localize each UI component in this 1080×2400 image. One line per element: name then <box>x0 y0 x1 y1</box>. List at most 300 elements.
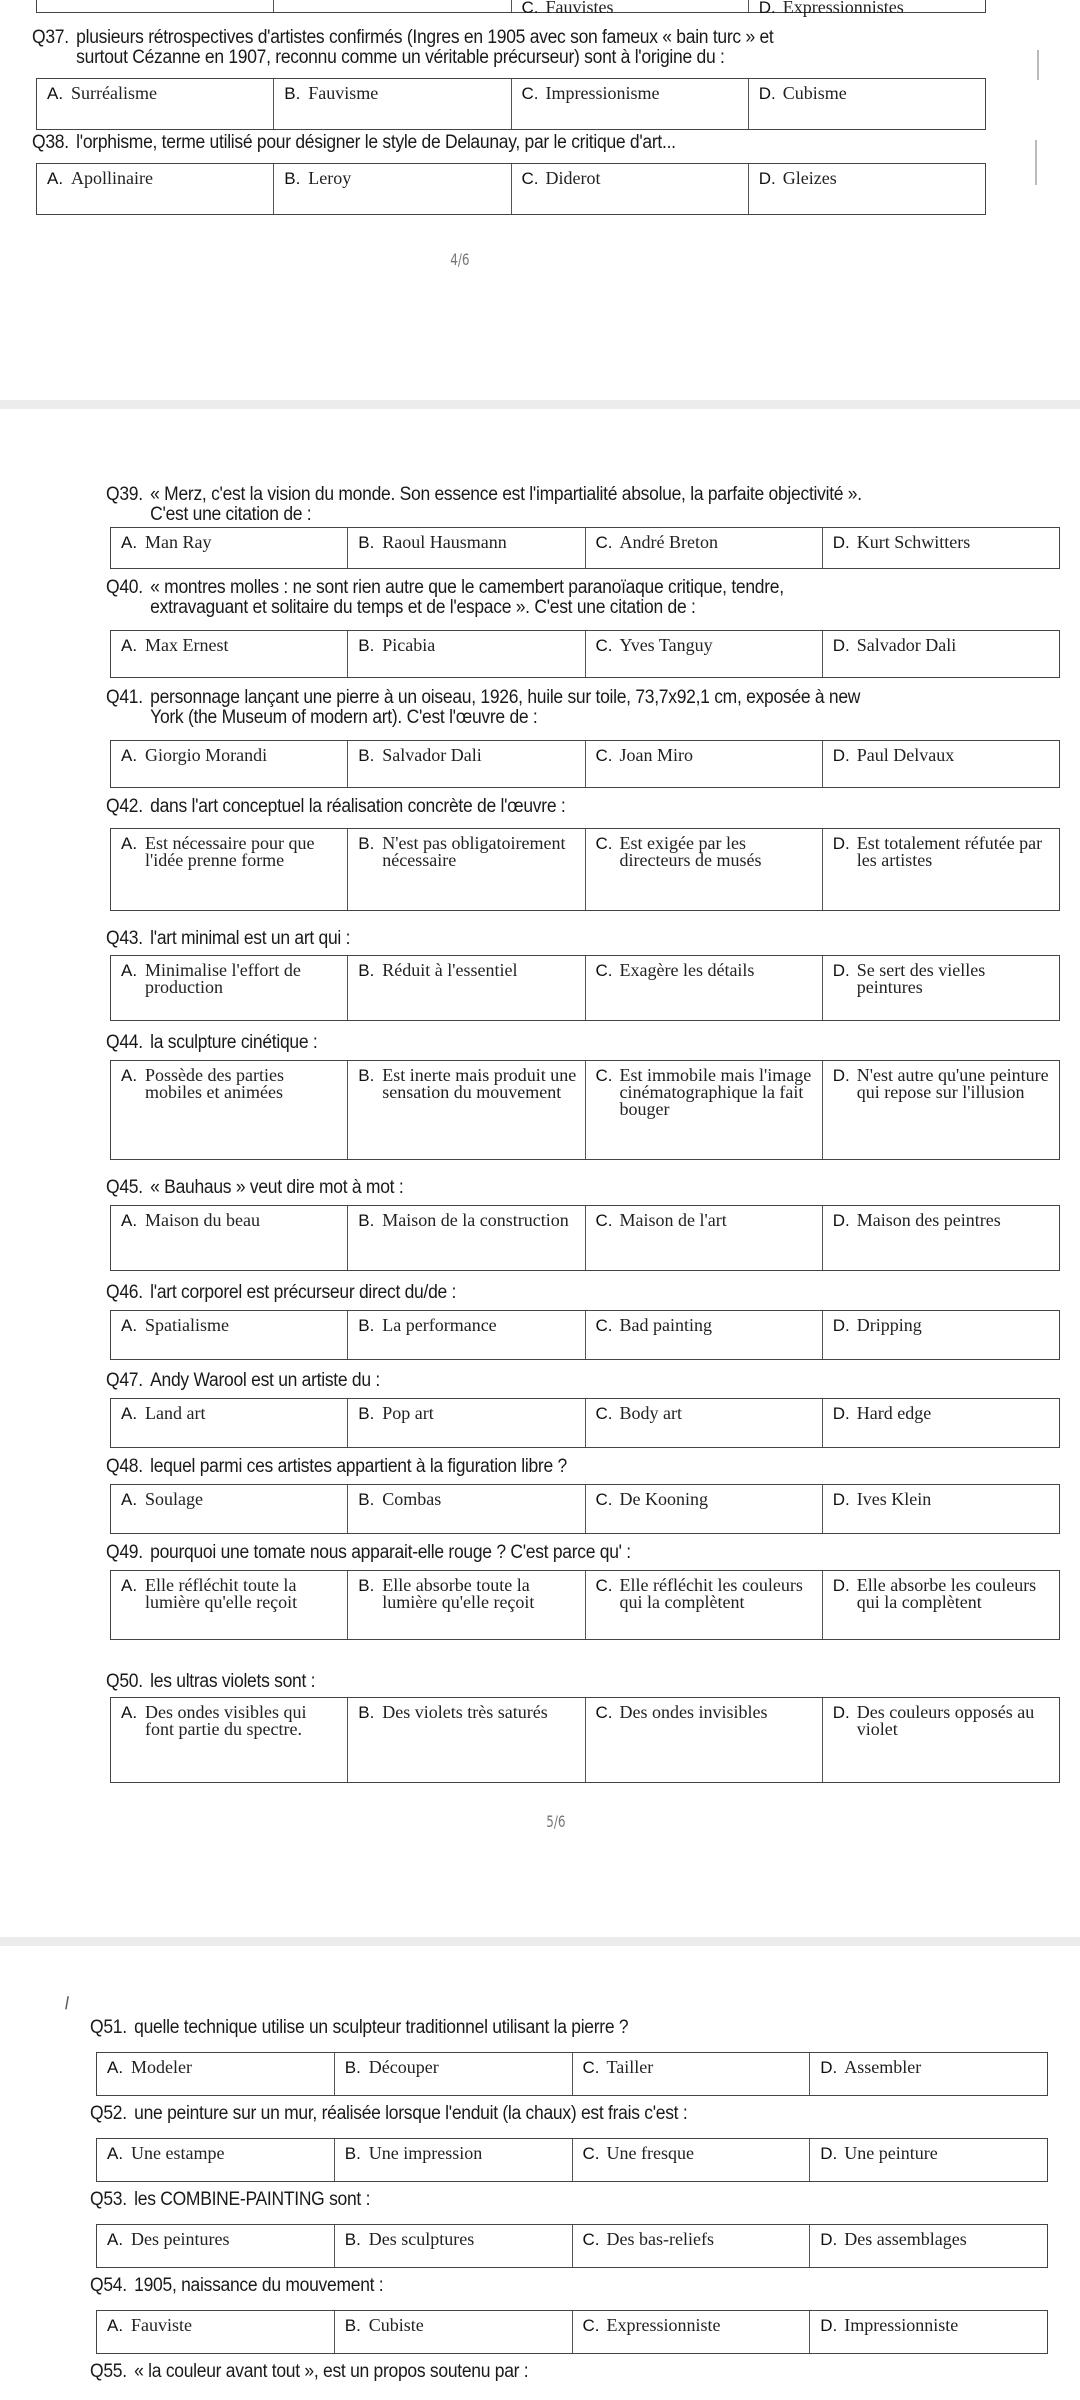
option-c[interactable] <box>585 829 822 910</box>
question-text <box>106 688 860 728</box>
option-c[interactable] <box>585 1485 822 1533</box>
options-row <box>96 2138 1048 2182</box>
option-text: Est totalement réfutée par les artistes <box>856 833 1043 870</box>
option-text: Des ondes visibles qui font partie du spectre. <box>145 1702 307 1739</box>
option-letter: C. <box>595 1404 613 1423</box>
option-text: N'est pas obligatoirement nécessaire <box>382 833 566 870</box>
option-text: Leroy <box>308 168 352 188</box>
option-letter: D. <box>832 533 850 552</box>
option-b[interactable] <box>347 1206 584 1270</box>
option-letter: A. <box>107 2144 124 2163</box>
option-text: Elle réfléchit les couleurs qui la complètent <box>619 1575 803 1612</box>
question-line-1: personnage lançant une pierre à un oiseau, 1926, huile sur toile, 73,7x92,1 cm, exposée à new <box>150 687 861 708</box>
option-text: Pop art <box>382 1403 434 1423</box>
option-b[interactable] <box>334 2053 572 2095</box>
option-text: Salvador Dali <box>856 635 957 655</box>
option-text: Des ondes invisibles <box>619 1702 768 1722</box>
option-d[interactable] <box>822 1206 1059 1270</box>
option-letter: C. <box>582 2230 600 2249</box>
option-letter: A. <box>121 961 138 980</box>
option-d[interactable] <box>822 1399 1059 1447</box>
option-text: Une fresque <box>606 2143 694 2163</box>
option-letter: A. <box>47 169 64 188</box>
option-a[interactable] <box>111 1061 347 1159</box>
option-letter: B. <box>358 1211 375 1230</box>
option-letter: A. <box>121 1576 138 1595</box>
option-c[interactable] <box>585 1698 822 1782</box>
option-letter: D. <box>758 84 776 103</box>
option-d[interactable] <box>748 164 985 214</box>
question-text <box>106 1033 317 1053</box>
option-text: Minimalise l'effort de production <box>145 960 301 997</box>
options-row <box>110 1398 1060 1448</box>
option-text: Maison des peintres <box>856 1210 1001 1230</box>
option-b[interactable] <box>334 2311 572 2353</box>
option-text: Est inerte mais produit une sensation du mouvement <box>382 1065 577 1102</box>
option-text: Ives Klein <box>856 1489 932 1509</box>
option-a[interactable] <box>37 79 273 129</box>
option-text: Body art <box>619 1403 682 1423</box>
option-text: Raoul Hausmann <box>382 532 507 552</box>
option-b[interactable] <box>347 1571 584 1639</box>
option-letter: A. <box>107 2058 124 2077</box>
question-text <box>106 1457 567 1477</box>
option-letter: B. <box>344 2144 361 2163</box>
option-letter: A. <box>121 1490 138 1509</box>
question-line-1: l'art corporel est précurseur direct du/de : <box>150 1282 457 1303</box>
option-letter: B. <box>358 533 375 552</box>
options-row <box>110 1570 1060 1640</box>
option-text: Combas <box>382 1489 442 1509</box>
question-text <box>106 485 862 525</box>
option-c[interactable] <box>572 2311 810 2353</box>
option-text: Impressionisme <box>545 83 660 103</box>
option-letter: D. <box>832 834 850 853</box>
option-letter: C. <box>582 2316 600 2335</box>
option-text <box>71 0 265 8</box>
question-line-1: « Merz, c'est la vision du monde. Son essence est l'impartialité absolue, la parfaite objectivité ». <box>150 484 862 505</box>
question-text <box>106 578 784 618</box>
option-text: Une peinture <box>844 2143 938 2163</box>
option-letter: A. <box>121 636 138 655</box>
options-row <box>110 740 1060 788</box>
question-line-1: l'art minimal est un art qui : <box>150 928 351 949</box>
option-c[interactable] <box>572 2053 810 2095</box>
question-text <box>32 28 774 68</box>
option-letter: A. <box>121 1066 138 1085</box>
question-number: Q50. <box>106 1671 143 1692</box>
question-line-1: une peinture sur un mur, réalisée lorsque l'enduit (la chaux) est frais c'est : <box>134 2103 688 2124</box>
option-a[interactable] <box>111 1571 347 1639</box>
option-b[interactable] <box>347 528 584 568</box>
option-letter: B. <box>284 84 301 103</box>
option-d[interactable] <box>822 1571 1059 1639</box>
option-letter: A. <box>121 1211 138 1230</box>
option-c[interactable] <box>585 631 822 677</box>
page-separator <box>0 1937 1080 1946</box>
option-d[interactable] <box>809 2225 1047 2267</box>
option-b[interactable] <box>347 1061 584 1159</box>
option-text: Assembler <box>844 2057 922 2077</box>
option-a[interactable] <box>111 1311 347 1359</box>
options-row-partial <box>36 0 986 17</box>
option-b[interactable] <box>347 829 584 910</box>
option-letter: B. <box>358 1404 375 1423</box>
option-letter: D. <box>832 1066 850 1085</box>
option-letter: C. <box>582 2144 600 2163</box>
option-letter: B. <box>358 834 375 853</box>
option-text: Soulage <box>145 1489 203 1509</box>
option-letter: C. <box>595 636 613 655</box>
option-d[interactable] <box>822 829 1059 910</box>
option-letter: C. <box>595 961 613 980</box>
question-number: Q44. <box>106 1032 143 1053</box>
option-text: N'est autre qu'une peinture qui repose sur l'illusion <box>856 1065 1049 1102</box>
option-text: Des peintures <box>131 2229 230 2249</box>
option-text: Des assemblages <box>844 2229 967 2249</box>
option-letter: C. <box>595 1490 613 1509</box>
option-text: Elle absorbe les couleurs qui la complètent <box>856 1575 1037 1612</box>
option-letter: D. <box>820 2144 838 2163</box>
question-number: Q48. <box>106 1456 143 1477</box>
option-c[interactable] <box>572 2139 810 2181</box>
option-letter: B. <box>284 169 301 188</box>
option-text: Man Ray <box>145 532 212 552</box>
option-d[interactable] <box>809 2311 1047 2353</box>
option-letter: A. <box>121 1316 138 1335</box>
question-line-1: « Bauhaus » veut dire mot à mot : <box>150 1177 404 1198</box>
option-a[interactable] <box>111 956 347 1020</box>
option-a[interactable] <box>111 631 347 677</box>
option-text: Est immobile mais l'image cinématographique la fait bouger <box>619 1065 812 1119</box>
option-c[interactable] <box>585 1571 822 1639</box>
option-text: Des couleurs opposés au violet <box>856 1702 1035 1739</box>
scan-edge-mark <box>1035 140 1037 185</box>
question-line-1: les COMBINE-PAINTING sont : <box>134 2189 371 2210</box>
option-text: Des sculptures <box>368 2229 475 2249</box>
question-line-1: plusieurs rétrospectives d'artistes confirmés (Ingres en 1905 avec son fameux « bain turc » et <box>76 27 774 48</box>
option-b[interactable] <box>347 741 584 787</box>
option-letter: D. <box>758 169 776 188</box>
option-a[interactable] <box>111 829 347 910</box>
pen-mark-icon: ⸝ <box>48 1979 79 2015</box>
option-text: Spatialisme <box>145 1315 229 1335</box>
option-b[interactable] <box>347 956 584 1020</box>
option-letter: D. <box>832 746 850 765</box>
option-a[interactable] <box>97 2311 334 2353</box>
option-letter: C. <box>595 533 613 552</box>
option-letter: B. <box>344 2230 361 2249</box>
options-row <box>96 2052 1048 2096</box>
question-number: Q47. <box>106 1370 143 1391</box>
option-text: Impressionniste <box>844 2315 959 2335</box>
option-letter: A. <box>121 746 138 765</box>
question-line-1: quelle technique utilise un sculpteur traditionnel utilisant la pierre ? <box>134 2017 629 2038</box>
question-line-1: 1905, naissance du mouvement : <box>134 2275 384 2296</box>
option-letter: B. <box>358 1703 375 1722</box>
option-letter: C. <box>521 169 539 188</box>
question-line-2: C'est une citation de : <box>150 504 312 525</box>
question-number: Q38. <box>32 132 69 153</box>
option-letter: A. <box>107 2230 124 2249</box>
question-number: Q46. <box>106 1282 143 1303</box>
option-d[interactable] <box>822 741 1059 787</box>
option-letter: C. <box>521 84 539 103</box>
question-number: Q51. <box>90 2017 127 2038</box>
question-text <box>90 2190 370 2210</box>
question-number: Q55. <box>90 2361 127 2382</box>
option-letter <box>284 0 308 8</box>
option-a[interactable] <box>111 1485 347 1533</box>
option-d[interactable] <box>822 956 1059 1020</box>
option-a[interactable] <box>111 741 347 787</box>
option-letter: D. <box>832 1316 850 1335</box>
options-row <box>110 1205 1060 1271</box>
option-text: Surréalisme <box>71 83 157 103</box>
options-row <box>96 2224 1048 2268</box>
option-b[interactable] <box>347 1311 584 1359</box>
option-text: Modeler <box>131 2057 192 2077</box>
option-text: Diderot <box>545 168 601 188</box>
option-text: Max Ernest <box>145 635 229 655</box>
option-b[interactable] <box>334 2139 572 2181</box>
option-letter: C. <box>595 834 613 853</box>
options-row <box>110 1310 1060 1360</box>
question-number: Q37. <box>32 27 69 48</box>
question-text <box>106 797 565 817</box>
option-c[interactable] <box>585 956 822 1020</box>
option-c[interactable] <box>585 1399 822 1447</box>
question-text <box>32 133 676 153</box>
option-letter <box>47 0 71 8</box>
question-text <box>90 2104 687 2124</box>
option-b[interactable] <box>273 164 510 214</box>
option-letter: D. <box>832 961 850 980</box>
option-letter: C. <box>595 1211 613 1230</box>
question-number: Q54. <box>90 2275 127 2296</box>
option-c[interactable] <box>585 1061 822 1159</box>
options-row <box>36 163 986 215</box>
option-letter: A. <box>121 533 138 552</box>
option-c[interactable] <box>585 1206 822 1270</box>
option-letter: C. <box>595 1316 613 1335</box>
question-text <box>90 2018 628 2038</box>
option-d[interactable] <box>809 2139 1047 2181</box>
options-row <box>110 630 1060 678</box>
option-d[interactable] <box>822 1311 1059 1359</box>
option-text: La performance <box>382 1315 497 1335</box>
option-text: Réduit à l'essentiel <box>382 960 518 980</box>
question-number: Q42. <box>106 796 143 817</box>
option-text: Maison de l'art <box>619 1210 727 1230</box>
option-text: Kurt Schwitters <box>856 532 971 552</box>
question-line-1: lequel parmi ces artistes appartient à la figuration libre ? <box>150 1456 567 1477</box>
option-text: André Breton <box>619 532 718 552</box>
question-text <box>106 1283 456 1303</box>
question-line-1: l'orphisme, terme utilisé pour désigner le style de Delaunay, par le critique d'art... <box>76 132 676 153</box>
option-letter: B. <box>358 961 375 980</box>
option-text: Possède des parties mobiles et animées <box>145 1065 284 1102</box>
option-d[interactable] <box>822 1698 1059 1782</box>
option-a[interactable] <box>111 1698 347 1782</box>
question-line-2: surtout Cézanne en 1907, reconnu comme un véritable précurseur) sont à l'origine du : <box>76 47 725 68</box>
question-line-1: « la couleur avant tout », est un propos soutenu par : <box>134 2361 529 2382</box>
option-letter: D. <box>832 636 850 655</box>
option-c[interactable] <box>511 79 748 129</box>
option-letter: B. <box>358 1316 375 1335</box>
option-text: Maison du beau <box>145 1210 260 1230</box>
option-text: Elle réfléchit toute la lumière qu'elle reçoit <box>145 1575 298 1612</box>
option-letter: B. <box>358 1066 375 1085</box>
option-c[interactable] <box>585 528 822 568</box>
option-text: Picabia <box>382 635 436 655</box>
question-line-2: York (the Museum of modern art). C'est l'œuvre de : <box>150 707 538 728</box>
option-c[interactable] <box>572 2225 810 2267</box>
option-text: Apollinaire <box>71 168 153 188</box>
page-separator <box>0 400 1080 409</box>
option-letter: B. <box>358 1576 375 1595</box>
page-number: 4/6 <box>450 250 470 269</box>
question-line-1: pourquoi une tomate nous apparait-elle rouge ? C'est parce qu' : <box>150 1542 631 1563</box>
option-letter: C. <box>521 0 539 17</box>
option-a[interactable] <box>111 1399 347 1447</box>
question-line-1: dans l'art conceptuel la réalisation concrète de l'œuvre : <box>150 796 566 817</box>
question-text <box>90 2276 383 2296</box>
option-letter: A. <box>107 2316 124 2335</box>
question-number: Q52. <box>90 2103 127 2124</box>
question-text <box>106 1543 631 1563</box>
option-text: Joan Miro <box>619 745 693 765</box>
option-d[interactable] <box>809 2053 1047 2095</box>
question-number: Q41. <box>106 687 143 708</box>
option-text: Gleizes <box>782 168 837 188</box>
option-letter: A. <box>121 1703 138 1722</box>
option-letter: D. <box>820 2316 838 2335</box>
option-letter: C. <box>595 746 613 765</box>
option-text: Yves Tanguy <box>619 635 713 655</box>
option-letter: C. <box>595 1576 613 1595</box>
option-d[interactable] <box>822 1485 1059 1533</box>
option-letter: D. <box>832 1490 850 1509</box>
option-text: Cubiste <box>368 2315 424 2335</box>
option-a[interactable] <box>97 2053 334 2095</box>
question-number: Q53. <box>90 2189 127 2210</box>
option-b[interactable] <box>347 1698 584 1782</box>
option <box>748 0 985 17</box>
options-row <box>96 2310 1048 2354</box>
option-text: Bad painting <box>619 1315 712 1335</box>
option-text: Des violets très saturés <box>382 1702 548 1722</box>
option-text: Giorgio Morandi <box>145 745 268 765</box>
question-line-1: la sculpture cinétique : <box>150 1032 318 1053</box>
option-letter: C. <box>595 1703 613 1722</box>
options-row <box>110 527 1060 569</box>
option-letter: D. <box>832 1404 850 1423</box>
options-row <box>110 955 1060 1021</box>
options-row <box>110 1484 1060 1534</box>
option-text: Fauvisme <box>308 83 379 103</box>
option-letter: D. <box>832 1703 850 1722</box>
option-b[interactable] <box>273 79 510 129</box>
question-number: Q45. <box>106 1177 143 1198</box>
question-text <box>106 929 350 949</box>
option-letter: A. <box>121 1404 138 1423</box>
option-b[interactable] <box>347 631 584 677</box>
option-text: Maison de la construction <box>382 1210 569 1230</box>
scan-edge-mark <box>1037 50 1039 80</box>
option-c[interactable] <box>585 741 822 787</box>
option-text: Expressionnistes <box>782 0 904 17</box>
option-text: Tailler <box>606 2057 654 2077</box>
option-c[interactable] <box>585 1311 822 1359</box>
option-letter: C. <box>595 1066 613 1085</box>
question-line-1: Andy Warool est un artiste du : <box>150 1370 380 1391</box>
option-d[interactable] <box>822 631 1059 677</box>
option-letter: D. <box>820 2230 838 2249</box>
option-a[interactable] <box>111 1206 347 1270</box>
option-letter: B. <box>358 1490 375 1509</box>
option-d[interactable] <box>822 1061 1059 1159</box>
option-a[interactable] <box>111 528 347 568</box>
option-a[interactable] <box>97 2139 334 2181</box>
option-letter: D. <box>832 1211 850 1230</box>
option-text: Est exigée par les directeurs de musés <box>619 833 762 870</box>
option-text: Découper <box>368 2057 439 2077</box>
option-text <box>308 0 502 8</box>
option-b[interactable] <box>347 1485 584 1533</box>
options-row <box>36 78 986 130</box>
option-letter: D. <box>832 1576 850 1595</box>
options-row <box>110 1697 1060 1783</box>
question-number: Q40. <box>106 577 143 598</box>
option-text: Elle absorbe toute la lumière qu'elle reçoit <box>382 1575 535 1612</box>
option-d[interactable] <box>748 79 985 129</box>
question-text <box>106 1672 315 1692</box>
option-d[interactable] <box>822 528 1059 568</box>
option-letter: A. <box>47 84 64 103</box>
option-b[interactable] <box>334 2225 572 2267</box>
option-text: Hard edge <box>856 1403 932 1423</box>
option-text: Paul Delvaux <box>856 745 955 765</box>
option-letter: B. <box>344 2058 361 2077</box>
option-text: De Kooning <box>619 1489 708 1509</box>
option-letter: B. <box>344 2316 361 2335</box>
option-text: Une impression <box>368 2143 483 2163</box>
option-text: Dripping <box>856 1315 922 1335</box>
options-row <box>110 828 1060 911</box>
question-number: Q39. <box>106 484 143 505</box>
option-a[interactable] <box>97 2225 334 2267</box>
option-text: Expressionniste <box>606 2315 721 2335</box>
question-text <box>106 1178 403 1198</box>
options-row <box>110 1060 1060 1160</box>
option-letter: C. <box>582 2058 600 2077</box>
option-c[interactable] <box>511 164 748 214</box>
question-number: Q43. <box>106 928 143 949</box>
option-text: Se sert des vielles peintures <box>856 960 986 997</box>
question-number: Q49. <box>106 1542 143 1563</box>
option-a[interactable] <box>37 164 273 214</box>
option-text: Une estampe <box>131 2143 225 2163</box>
page-number: 5/6 <box>546 1812 566 1831</box>
option-text: Cubisme <box>782 83 847 103</box>
question-line-2: extravaguant et solitaire du temps et de l'espace ». C'est une citation de : <box>150 597 696 618</box>
option-letter: A. <box>121 834 138 853</box>
question-text <box>90 2362 528 2382</box>
option <box>273 0 510 12</box>
option-b[interactable] <box>347 1399 584 1447</box>
option-text: Land art <box>145 1403 206 1423</box>
